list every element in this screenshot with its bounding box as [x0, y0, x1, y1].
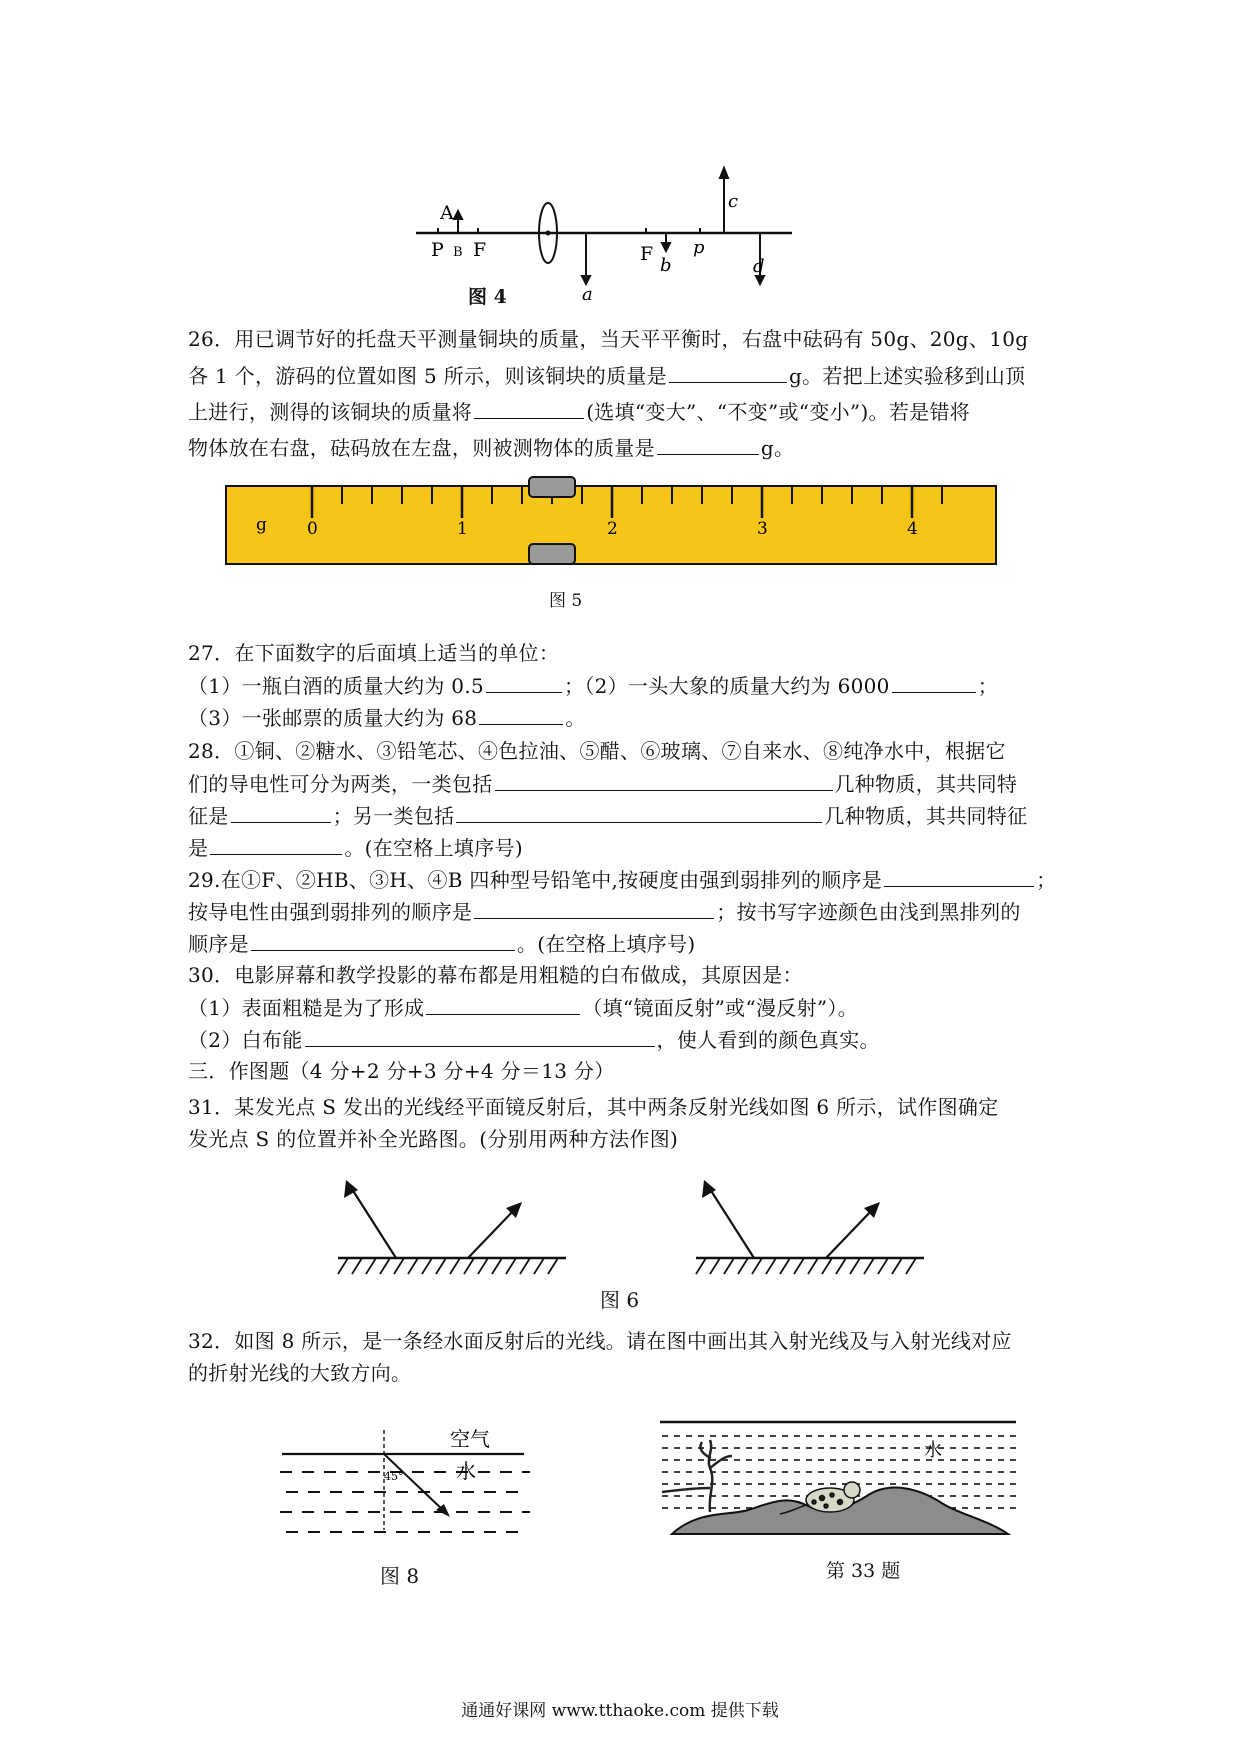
figure-8-caption: 图 8 — [380, 1564, 420, 1588]
q26-blank-wrong-mass[interactable] — [657, 434, 759, 455]
arrow-a — [582, 233, 590, 284]
section-3-heading: 三．作图题（4 分+2 分+3 分+4 分＝13 分） — [188, 1059, 615, 1083]
label-water: 水 — [456, 1459, 476, 1483]
rider-top — [529, 477, 575, 497]
q26-blank-mass[interactable] — [669, 362, 787, 383]
figure-6-mirror-left — [330, 1170, 570, 1280]
q29-line-2: 按导电性由强到弱排列的顺序是 ；按书写字迹颜色由浅到黑排列的 — [188, 900, 1021, 924]
label-air: 空气 — [450, 1427, 490, 1451]
arrow-c — [720, 168, 728, 233]
q26-line-1: 26．用已调节好的托盘天平测量铜块的质量，当天平平衡时，右盘中砝码有 50g、20g、10g — [188, 327, 1029, 351]
tick-label: 0 — [307, 519, 318, 539]
q30-line-1: 30．电影屏幕和教学投影的幕布都是用粗糙的白布做成，其原因是： — [188, 963, 803, 987]
label-p: p — [693, 237, 705, 258]
label-F-left: F — [473, 239, 487, 261]
q30-blank-white-cloth[interactable] — [305, 1026, 655, 1047]
label-water-33: 水 — [924, 1440, 942, 1461]
q30-line-2: （1）表面粗糙是为了形成 （填“镜面反射”或“漫反射”）。 — [188, 996, 859, 1020]
q27-line-1: 27．在下面数字的后面填上适当的单位： — [188, 641, 560, 665]
q32-line-2: 的折射光线的大致方向。 — [188, 1361, 412, 1385]
q27-line-2: （1）一瓶白酒的质量大约为 0.5 ；（2）一头大象的质量大约为 6000 ； — [188, 674, 999, 698]
q31-line-1: 31．某发光点 S 发出的光线经平面镜反射后，其中两条反射光线如图 6 所示，试作图确定 — [188, 1095, 999, 1119]
figure-6-caption: 图 6 — [600, 1288, 640, 1312]
tick-label: 1 — [457, 519, 468, 539]
q29-line-1: 29.在①F、②HB、③H、④B 四种型号铅笔中,按硬度由强到弱排列的顺序是 ； — [188, 868, 1057, 892]
q29-blank-hardness[interactable] — [884, 866, 1034, 887]
q27-blank-3[interactable] — [479, 704, 563, 725]
q26-line-3: 上进行，测得的该铜块的质量将 (选填“变大”、“不变”或“变小”)。若是错将 — [188, 400, 971, 424]
q28-line-1: 28．①铜、②糖水、③铅笔芯、④色拉油、⑤醋、⑥玻璃、⑦自来水、⑧纯净水中，根据它 — [188, 739, 1006, 763]
q28-blank-feature-2[interactable] — [210, 834, 342, 855]
q29-blank-conductivity[interactable] — [474, 898, 714, 919]
q26-line-2: 各 1 个，游码的位置如图 5 所示，则该铜块的质量是 g。若把上述实验移到山顶 — [188, 364, 1026, 388]
label-b: b — [660, 255, 672, 276]
rider-bottom — [529, 544, 575, 564]
q28-line-2: 们的导电性可分为两类，一类包括 几种物质，其共同特 — [188, 772, 1018, 796]
q30-blank-reflection[interactable] — [426, 994, 580, 1015]
scale-unit: g — [256, 515, 267, 535]
q28-blank-feature-1[interactable] — [231, 802, 331, 823]
q29-line-3: 顺序是 。(在空格上填序号) — [188, 932, 696, 956]
label-d: d — [753, 256, 765, 277]
figure-33-caption: 第 33 题 — [826, 1560, 901, 1582]
q28-line-3: 征是 ；另一类包括 几种物质，其共同特征 — [188, 804, 1028, 828]
label-B: B — [453, 245, 463, 260]
object-arrow-ab — [454, 211, 462, 233]
figure-4-caption: 图 4 — [468, 286, 507, 308]
q28-blank-group-1[interactable] — [495, 770, 833, 791]
figure-4 — [400, 160, 820, 300]
figure-5-caption: 图 5 — [549, 591, 583, 611]
q26-blank-change[interactable] — [474, 398, 584, 419]
footer-download-source: 通通好课网 www.tthaoke.com 提供下载 — [461, 1701, 779, 1721]
label-P: P — [431, 239, 444, 261]
q28-blank-group-2[interactable] — [456, 802, 822, 823]
tick-label: 4 — [907, 519, 918, 539]
q27-line-3: （3）一张邮票的质量大约为 68 。 — [188, 706, 586, 730]
q29-blank-color[interactable] — [251, 930, 515, 951]
q30-line-3: （2）白布能 ，使人看到的颜色真实。 — [188, 1028, 880, 1052]
label-angle: 45° — [384, 1470, 404, 1483]
q26-line-4: 物体放在右盘，砝码放在左盘，则被测物体的质量是 g。 — [188, 436, 795, 460]
figure-8-water-surface — [280, 1420, 530, 1550]
figure-5-rider-scale — [220, 474, 1004, 566]
tick-label: 2 — [607, 519, 618, 539]
label-c: c — [728, 191, 739, 212]
label-a: a — [582, 284, 593, 300]
figure-6-mirror-right — [688, 1170, 928, 1280]
q28-line-4: 是 。(在空格上填序号) — [188, 836, 523, 860]
q27-blank-2[interactable] — [892, 672, 976, 693]
q27-blank-1[interactable] — [486, 672, 562, 693]
q32-line-1: 32．如图 8 所示，是一条经水面反射后的光线。请在图中画出其入射光线及与入射光线对应 — [188, 1329, 1012, 1353]
lens-center — [546, 231, 551, 236]
arrow-b — [662, 233, 670, 251]
q31-line-2: 发光点 S 的位置并补全光路图。(分别用两种方法作图) — [188, 1127, 679, 1151]
label-A: A — [440, 202, 454, 224]
tick-label: 3 — [757, 519, 768, 539]
label-F-right: F — [640, 243, 654, 265]
plant — [662, 1440, 732, 1512]
figure-33-frog-in-water — [658, 1418, 1018, 1542]
